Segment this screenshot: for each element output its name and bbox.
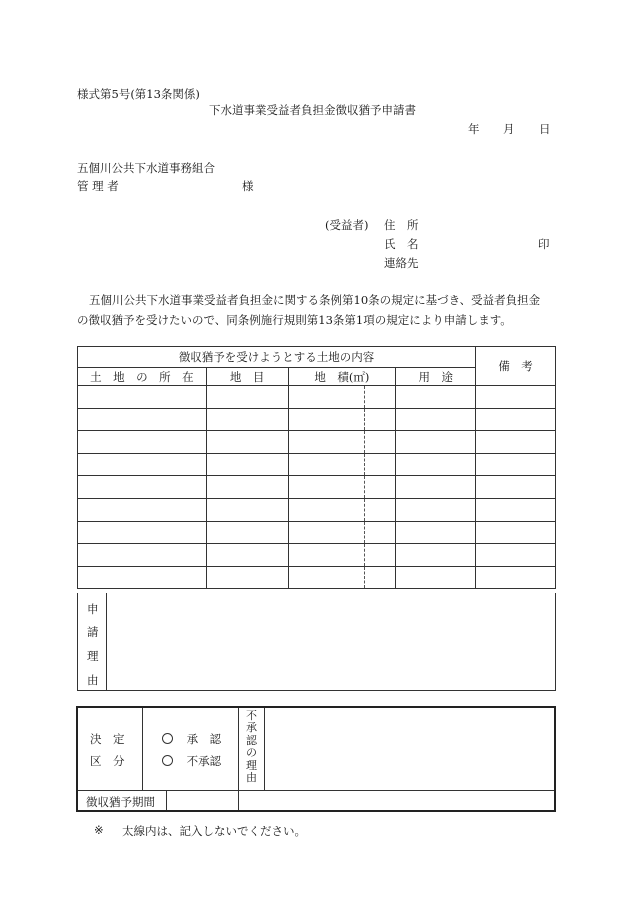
cell-land-category[interactable]: [206, 476, 288, 499]
col-land-category: 地 目: [206, 368, 288, 386]
cell-area-dec[interactable]: [365, 386, 396, 409]
page-title: 下水道事業受益者負担金徴収猶予申請書: [209, 103, 416, 117]
application-reason-box: [77, 593, 556, 691]
decision-label-2: 区 分: [90, 754, 125, 768]
col-location: 土 地 の 所 在: [78, 368, 207, 386]
table-row: [78, 453, 556, 476]
cell-area-int[interactable]: [288, 476, 365, 499]
application-reason-field[interactable]: [107, 593, 555, 690]
cell-area-dec[interactable]: [365, 544, 396, 567]
cell-location[interactable]: [78, 566, 207, 589]
cell-area-dec[interactable]: [365, 521, 396, 544]
cell-remarks[interactable]: [476, 521, 556, 544]
cell-land-category[interactable]: [206, 566, 288, 589]
cell-remarks[interactable]: [476, 453, 556, 476]
cell-remarks[interactable]: [476, 544, 556, 567]
col-area: 地 積(㎡): [288, 368, 396, 386]
applicant-role: (受益者): [325, 218, 369, 232]
land-rows: [78, 386, 556, 589]
cell-usage[interactable]: [396, 408, 476, 431]
addressee-org: 五個川公共下水道事務組合: [77, 161, 215, 175]
cell-usage[interactable]: [396, 431, 476, 454]
cell-location[interactable]: [78, 408, 207, 431]
cell-area-int[interactable]: [288, 566, 365, 589]
period-field[interactable]: [167, 791, 554, 810]
application-reason-label: [78, 593, 107, 690]
cell-usage[interactable]: [396, 566, 476, 589]
land-group-header: 徴収猶予を受けようとする土地の内容: [78, 347, 476, 368]
cell-area-dec[interactable]: [365, 431, 396, 454]
reason-char-3: 理: [87, 649, 99, 663]
contact-label: 連絡先: [384, 256, 419, 270]
table-row: [78, 386, 556, 409]
cell-area-dec[interactable]: [365, 566, 396, 589]
addressee-manager: 管 理 者: [77, 179, 119, 193]
period-label: 徴収猶予期間: [86, 795, 155, 809]
date-year-label: 年: [468, 122, 480, 136]
cell-usage[interactable]: [396, 453, 476, 476]
cell-location[interactable]: [78, 521, 207, 544]
table-row: [78, 498, 556, 521]
cell-area-int[interactable]: [288, 408, 365, 431]
cell-land-category[interactable]: [206, 453, 288, 476]
cell-land-category[interactable]: [206, 431, 288, 454]
cell-remarks[interactable]: [476, 386, 556, 409]
cell-remarks[interactable]: [476, 566, 556, 589]
cell-location[interactable]: [78, 386, 207, 409]
reject-reason-field[interactable]: [265, 708, 554, 790]
table-row: [78, 408, 556, 431]
cell-usage[interactable]: [396, 521, 476, 544]
reason-char-2: 請: [87, 625, 99, 639]
reject-reason-label: 不 承 認 の 理 由: [246, 709, 257, 785]
cell-area-int[interactable]: [288, 521, 365, 544]
cell-location[interactable]: [78, 453, 207, 476]
addressee-honorific: 様: [242, 179, 254, 193]
cell-area-dec[interactable]: [365, 498, 396, 521]
seal-mark: 印: [538, 237, 550, 251]
approve-circle-icon: [162, 733, 173, 744]
cell-area-dec[interactable]: [365, 453, 396, 476]
cell-remarks[interactable]: [476, 498, 556, 521]
table-row: [78, 566, 556, 589]
table-row: [78, 476, 556, 499]
col-usage: 用 途: [396, 368, 476, 386]
cell-land-category[interactable]: [206, 498, 288, 521]
cell-land-category[interactable]: [206, 521, 288, 544]
cell-area-int[interactable]: [288, 386, 365, 409]
cell-land-category[interactable]: [206, 386, 288, 409]
cell-location[interactable]: [78, 431, 207, 454]
cell-land-category[interactable]: [206, 544, 288, 567]
cell-remarks[interactable]: [476, 476, 556, 499]
form-number: 様式第5号(第13条関係): [77, 87, 200, 101]
cell-land-category[interactable]: [206, 408, 288, 431]
body-text-line1: 五個川公共下水道事業受益者負担金に関する条例第10条の規定に基づき、受益者負担金: [89, 293, 541, 307]
date-day-label: 日: [539, 122, 551, 136]
cell-remarks[interactable]: [476, 408, 556, 431]
cell-usage[interactable]: [396, 386, 476, 409]
reason-char-4: 由: [87, 673, 99, 687]
cell-area-int[interactable]: [288, 431, 365, 454]
cell-usage[interactable]: [396, 476, 476, 499]
cell-location[interactable]: [78, 544, 207, 567]
decision-label-1: 決 定: [90, 732, 125, 746]
address-label: 住 所: [384, 218, 419, 232]
date-month-label: 月: [503, 122, 515, 136]
cell-area-int[interactable]: [288, 498, 365, 521]
cell-area-dec[interactable]: [365, 408, 396, 431]
cell-remarks[interactable]: [476, 431, 556, 454]
cell-area-int[interactable]: [288, 544, 365, 567]
body-text-line2: の徴収猶予を受けたいので、同条例施行規則第13条第1項の規定により申請します。: [77, 313, 512, 327]
cell-usage[interactable]: [396, 544, 476, 567]
remarks-header: 備 考: [476, 347, 556, 386]
reject-circle-icon: [162, 755, 173, 766]
footnote-mark: ※: [94, 823, 104, 837]
footnote-text: 太線内は、記入しないでください。: [122, 824, 306, 838]
option-approve[interactable]: 承 認: [162, 731, 221, 747]
cell-area-dec[interactable]: [365, 476, 396, 499]
name-label: 氏 名: [384, 237, 419, 251]
option-reject[interactable]: 不承認: [162, 753, 221, 769]
cell-location[interactable]: [78, 476, 207, 499]
cell-area-int[interactable]: [288, 453, 365, 476]
decision-box: [76, 706, 556, 812]
table-row: [78, 521, 556, 544]
cell-usage[interactable]: [396, 498, 476, 521]
reason-char-1: 申: [87, 602, 99, 616]
land-table: [77, 346, 556, 589]
cell-location[interactable]: [78, 498, 207, 521]
table-row: [78, 431, 556, 454]
table-row: [78, 544, 556, 567]
